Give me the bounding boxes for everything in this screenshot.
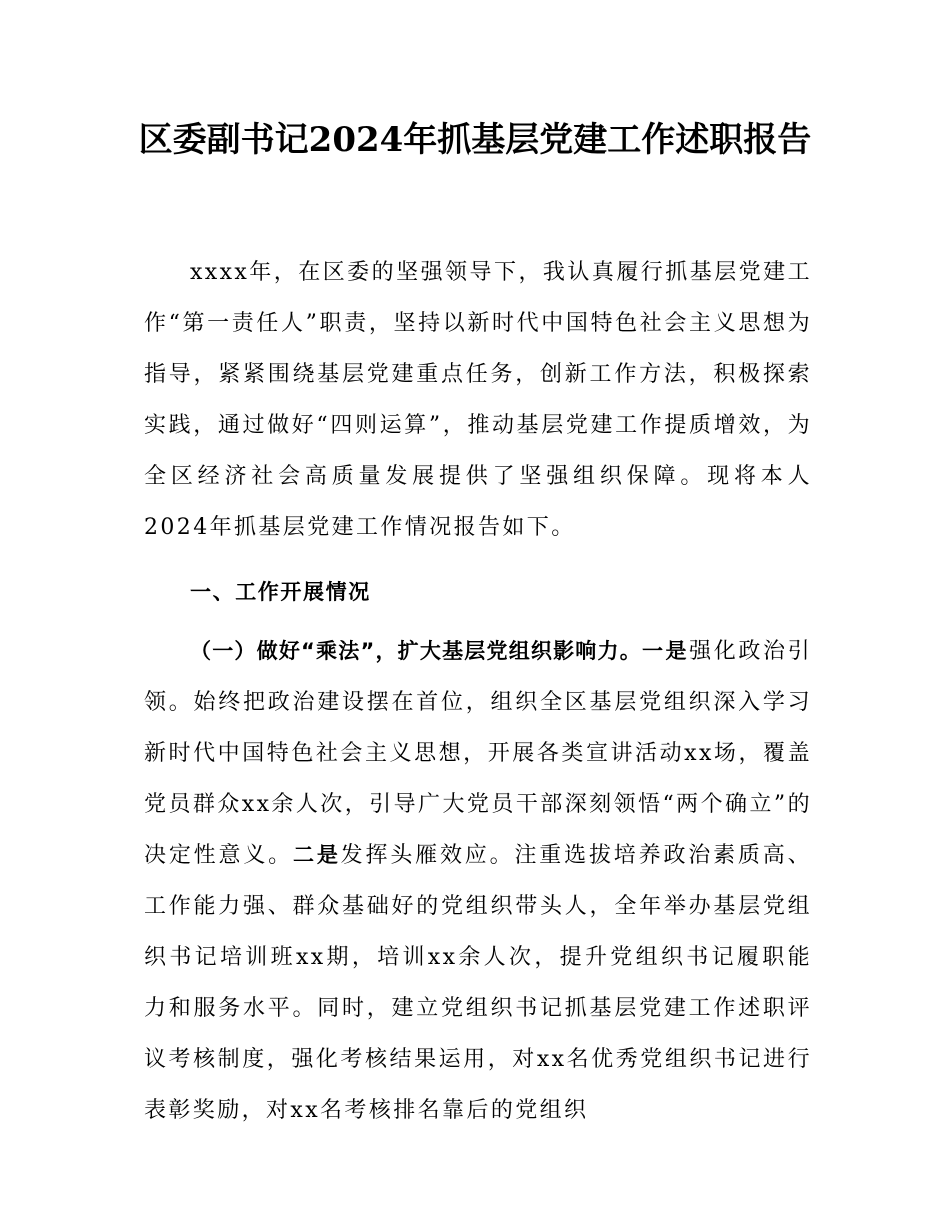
intro-paragraph: xxxx年，在区委的坚强领导下，我认真履行抓基层党建工作“第一责任人”职责，坚持以新时代中国特色社会主义思想为指导，紧紧围绕基层党建重点任务，创新工作方法，积极探索实践，通过做好“四则运算”，推动基层党建工作提质增效，为全区经济社会高质量发展提供了坚强组织保障。现将本人2024年抓基层党建工作情况报告如下。 — [144, 260, 812, 540]
section-heading: 一、工作开展情况 — [190, 580, 371, 604]
point-text: 发挥头雁效应。注重选拔培养政治素质高、工作能力强、群众基础好的党组织带头人，全年举办基层党组织书记培训班xx期，培训xx余人次，提升党组织书记履职能力和服务水平。同时，建立党组织书记抓基层党建工作述职评议考核制度，强化考核结果运用，对xx名优秀党组织书记进行表彰奖励，对xx名考核排名靠后的党组织 — [144, 843, 812, 1123]
point-label: 一是 — [641, 639, 690, 663]
point-label: 二是 — [292, 843, 341, 867]
document-title: 区委副书记2024年抓基层党建工作述职报告 — [138, 120, 812, 160]
subsection-paragraph — [144, 626, 812, 1136]
point-text: 强化政治引领。始终把政治建设摆在首位，组织全区基层党组织深入学习新时代中国特色社会主义思想，开展各类宣讲活动xx场，覆盖党员群众xx余人次，引导广大党员干部深刻领悟“两个确立”的决定性意义。 — [144, 639, 812, 868]
document-body — [144, 247, 812, 1136]
subsection-heading: （一）做好“乘法”，扩大基层党组织影响力。 — [190, 639, 642, 663]
